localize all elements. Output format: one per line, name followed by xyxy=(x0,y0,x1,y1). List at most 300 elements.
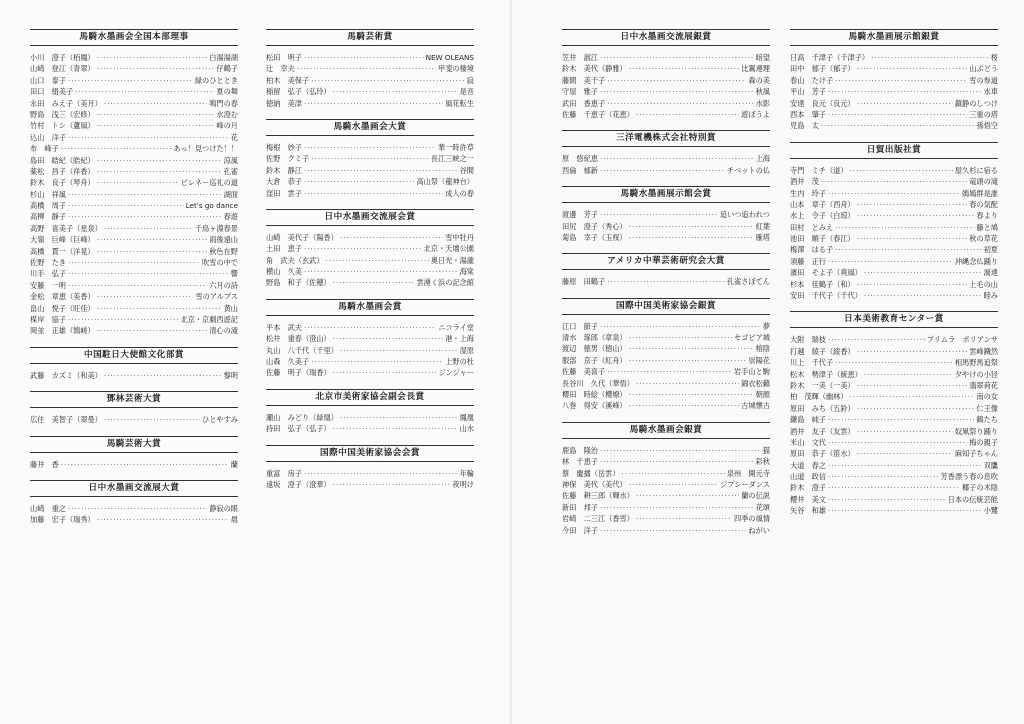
work-title: 崇陽花 xyxy=(748,355,770,365)
award-entry xyxy=(266,232,474,243)
work-title: 翡翠荷花 xyxy=(969,380,998,390)
award-entry xyxy=(30,246,238,257)
award-entry xyxy=(790,279,998,290)
award-entry xyxy=(790,120,998,131)
dot-leader xyxy=(297,63,436,74)
award-section xyxy=(30,480,238,526)
dot-leader xyxy=(68,200,184,211)
entrant-name: 岡並 正雄（鵠嵯） xyxy=(30,326,95,336)
dot-leader xyxy=(68,132,229,143)
dot-leader xyxy=(104,370,222,381)
award-entry xyxy=(30,314,238,325)
entrant-name: 鈴木 良子（琴舟） xyxy=(30,178,95,188)
dot-leader xyxy=(304,322,436,333)
award-entry xyxy=(790,369,998,380)
award-entry xyxy=(790,460,998,471)
dot-leader xyxy=(828,471,939,482)
entrant-name: 鈴木 澄子 xyxy=(790,483,826,493)
work-title: 三重の塔 xyxy=(969,109,998,119)
dot-leader xyxy=(835,244,981,255)
dot-leader xyxy=(311,75,465,86)
dot-leader xyxy=(311,153,429,164)
award-title: 北京市美術家協会副会長賞 xyxy=(266,389,474,406)
entrant-name: 日高 千津子（千津子） xyxy=(790,52,870,62)
award-section xyxy=(790,29,998,132)
work-title: 初夏 xyxy=(983,245,998,255)
dot-leader xyxy=(864,290,982,301)
award-entry xyxy=(30,325,238,336)
dot-leader xyxy=(636,490,739,501)
dot-leader xyxy=(600,52,754,63)
dot-leader xyxy=(304,468,458,479)
entrant-name: 野島 浅三（宏修） xyxy=(30,109,95,119)
dot-leader xyxy=(68,280,207,291)
dot-leader xyxy=(607,98,753,109)
entrant-name: 鈴木 静江 xyxy=(266,165,302,175)
entrant-name: 山森 久美子 xyxy=(266,357,310,367)
award-section xyxy=(266,119,474,199)
award-entry xyxy=(562,98,770,109)
work-title: 谷間 xyxy=(459,165,474,175)
award-section xyxy=(790,311,998,516)
entrant-name: 守屋 雅子 xyxy=(562,87,598,97)
work-title: 山水 xyxy=(459,424,474,434)
entrant-name: 松井 重春（澄山） xyxy=(266,334,331,344)
work-title: 屋久杉に宿る xyxy=(954,165,998,175)
award-entry xyxy=(266,176,474,187)
award-entry xyxy=(790,334,998,345)
entrant-name: 須藤 正行 xyxy=(790,256,826,266)
dot-leader xyxy=(857,448,953,459)
work-title: 上毛の山 xyxy=(969,279,998,289)
work-title: 藤と鳩 xyxy=(976,222,998,232)
work-title: 年輪 xyxy=(459,468,474,478)
award-entry xyxy=(30,75,238,86)
entrant-name: 加藤 宏子（瑞秀） xyxy=(30,515,95,525)
award-entry xyxy=(562,456,770,467)
left-page-column-1 xyxy=(30,29,238,526)
work-title: 猫 xyxy=(762,445,770,455)
entrant-name: 矢谷 和雄 xyxy=(790,506,826,516)
dot-leader xyxy=(828,188,960,199)
work-title: ジンジャー xyxy=(438,368,474,378)
award-section xyxy=(562,130,770,176)
entrant-name: 楳岸 協子 xyxy=(30,314,66,324)
award-entry xyxy=(790,346,998,357)
award-entry xyxy=(30,514,238,525)
award-section xyxy=(790,142,998,302)
entrant-name: 柏木 美保子 xyxy=(266,75,310,85)
dot-leader xyxy=(97,166,222,177)
entrant-name: 酒井 友子（友雲） xyxy=(790,426,855,436)
award-entry xyxy=(30,120,238,131)
entrant-name: 藤間 美千子 xyxy=(562,75,606,85)
work-title: 響 xyxy=(230,269,238,279)
entrant-name: 安田 千代子（千代） xyxy=(790,291,862,301)
right-page-column-2 xyxy=(790,29,998,517)
award-entry xyxy=(562,332,770,343)
dot-leader xyxy=(333,277,415,288)
work-title: 是音 xyxy=(459,87,474,97)
dot-leader xyxy=(629,343,754,354)
dot-leader xyxy=(857,199,968,210)
dot-leader xyxy=(835,222,974,233)
award-entry xyxy=(562,445,770,456)
entrant-name: 佐藤 耕三郎（輝水） xyxy=(562,491,634,501)
entrant-name: 丸山 八千代（千里） xyxy=(266,345,338,355)
award-entry xyxy=(790,290,998,301)
dot-leader xyxy=(828,482,960,493)
award-entry xyxy=(266,266,474,277)
award-entry xyxy=(562,502,770,513)
entrant-name: 込山 洋子 xyxy=(30,132,66,142)
award-title: 馬騎水墨画会大賞 xyxy=(266,119,474,136)
award-title: 日中水墨画交流展会賞 xyxy=(266,209,474,226)
entrant-name: 大附 瑞枝 xyxy=(790,335,826,345)
dot-leader xyxy=(68,503,207,514)
entrant-name: 田尻 澄子（秀心） xyxy=(562,221,627,231)
dot-leader xyxy=(857,98,953,109)
dot-leader xyxy=(97,234,208,245)
award-entry xyxy=(562,276,770,287)
work-title: 春遊 xyxy=(223,212,238,222)
dot-leader xyxy=(75,86,214,97)
award-entry xyxy=(266,356,474,367)
work-title: 小鷺 xyxy=(983,506,998,516)
work-title: 高山祭（龍神台） xyxy=(416,177,474,187)
work-title: 雲峰鐵然 xyxy=(969,346,998,356)
dot-leader xyxy=(304,165,458,176)
work-title: 孔雀さぼてん xyxy=(726,277,770,287)
dot-leader xyxy=(97,155,222,166)
award-entry xyxy=(562,513,770,524)
work-title: 鳳凰 xyxy=(459,412,474,422)
dot-leader xyxy=(68,314,179,325)
award-title: 馬騎水墨画会銀賞 xyxy=(562,422,770,439)
work-title: 港・上海 xyxy=(445,334,474,344)
work-title: 蘭 xyxy=(230,459,238,469)
entrant-name: 高柳 靜子 xyxy=(30,212,66,222)
work-title: 双鷹 xyxy=(983,460,998,470)
entrant-name: 林 千恵子 xyxy=(562,457,598,467)
dot-leader xyxy=(821,176,967,187)
entrant-name: 今田 洋子 xyxy=(562,525,598,535)
award-entry xyxy=(266,98,474,109)
award-entry xyxy=(790,244,998,255)
award-entry xyxy=(30,63,238,74)
dot-leader xyxy=(857,403,975,414)
award-entry xyxy=(30,132,238,143)
dot-leader xyxy=(857,426,953,437)
entrant-name: 稲留 弘子（弘玲） xyxy=(266,87,331,97)
award-entry xyxy=(562,343,770,354)
award-section xyxy=(30,347,238,381)
work-title: 水澄む xyxy=(216,109,238,119)
work-title: 沖縄念仏踊り xyxy=(954,256,998,266)
entrant-name: 山崎 重之 xyxy=(30,503,66,513)
award-entry xyxy=(562,490,770,501)
work-title: 春の気配 xyxy=(969,199,998,209)
work-title: 吹雪の中で xyxy=(202,258,238,268)
dot-leader xyxy=(600,445,761,456)
award-title: 馬騎水墨画展示館会賞 xyxy=(562,186,770,203)
entrant-name: 横山 久美 xyxy=(266,267,302,277)
work-title: 比翼連理 xyxy=(741,64,770,74)
work-title: 梅の親子 xyxy=(969,437,998,447)
dot-leader xyxy=(636,378,739,389)
award-entry xyxy=(266,165,474,176)
entrant-name: 竹村 トシ（蘆風） xyxy=(30,121,95,131)
entrant-name: 野島 和子（佐穂） xyxy=(266,278,331,288)
award-section xyxy=(562,298,770,412)
award-entry xyxy=(790,391,998,402)
award-entry xyxy=(266,468,474,479)
entrant-name: 田村 とみえ xyxy=(790,222,834,232)
award-section xyxy=(266,445,474,491)
work-title: 芳香漂う春の息吹 xyxy=(940,472,998,482)
entrant-name: 柏 茂輝（幽林） xyxy=(790,392,848,402)
entrant-name: 酒井 茂 xyxy=(790,177,819,187)
award-entry xyxy=(790,98,998,109)
dot-leader xyxy=(622,468,725,479)
award-section xyxy=(266,299,474,379)
entrant-name: 菊島 幸子（玉桜） xyxy=(562,232,627,242)
entrant-name: 松木 勢津子（統恵） xyxy=(790,369,862,379)
dot-leader xyxy=(857,63,968,74)
entrant-name: 川上 千代子 xyxy=(790,358,834,368)
award-entry xyxy=(790,448,998,459)
entrant-name: 櫻井 美文 xyxy=(790,494,826,504)
entrant-name: 春山 たけ子 xyxy=(790,75,834,85)
award-entry xyxy=(562,355,770,366)
dot-leader xyxy=(828,437,967,448)
entrant-name: 渡辺 徳男（徳山） xyxy=(562,344,627,354)
dot-leader xyxy=(333,423,458,434)
award-entry xyxy=(266,423,474,434)
entrant-name: 西倫 郁新 xyxy=(562,165,598,175)
dot-leader xyxy=(857,210,975,221)
entrant-name: 杉山 祥風 xyxy=(30,189,66,199)
work-title: 睦み xyxy=(983,291,998,301)
award-section xyxy=(30,391,238,425)
award-entry xyxy=(790,165,998,176)
entrant-name: 山崎 登江（青翠） xyxy=(30,64,95,74)
entrant-name: 遠坂 澄子（澄華） xyxy=(266,479,331,489)
dot-leader xyxy=(61,459,229,470)
entrant-name: 佐藤 千恵子（花恵） xyxy=(562,109,634,119)
entrant-name: 米山 文代 xyxy=(790,437,826,447)
dot-leader xyxy=(97,120,215,131)
work-title: 遊ぼうよ xyxy=(741,109,770,119)
entrant-name: 蔡 慶播（岳雲） xyxy=(562,468,620,478)
work-title: 雁塔 xyxy=(755,232,770,242)
award-entry xyxy=(790,483,998,494)
work-title: 晨 xyxy=(230,515,238,525)
entrant-name: 鈴木 美代（静雅） xyxy=(562,64,627,74)
work-title: 紅葉 xyxy=(755,221,770,231)
entrant-name: 長谷川 久代（華悟） xyxy=(562,378,634,388)
right-page-column-1 xyxy=(562,29,770,536)
award-section xyxy=(266,29,474,109)
dot-leader xyxy=(607,75,746,86)
dot-leader xyxy=(304,243,422,254)
work-title: 湖面 xyxy=(223,189,238,199)
dot-leader xyxy=(629,389,754,400)
work-title: 椰子の木陰 xyxy=(962,483,998,493)
work-title: 嫣嫣群是誰 xyxy=(962,188,998,198)
work-title: 白湯湯湖 xyxy=(209,52,238,62)
dot-leader xyxy=(636,109,739,120)
left-page-column-2 xyxy=(266,29,474,490)
award-entry xyxy=(30,503,238,514)
award-entry xyxy=(266,142,474,153)
dot-leader xyxy=(311,356,443,367)
dot-leader xyxy=(629,332,732,343)
entrant-name: 金松 章恵（美香） xyxy=(30,292,95,302)
work-title: 錦衣松籟 xyxy=(741,378,770,388)
award-entry xyxy=(790,199,998,210)
dot-leader xyxy=(600,525,746,536)
dot-leader xyxy=(607,276,725,287)
work-title: 夜明け xyxy=(452,479,474,489)
work-title: 岩手山と駒 xyxy=(734,367,770,377)
entrant-name: 池田 順子（春江） xyxy=(790,234,855,244)
dot-leader xyxy=(828,494,946,505)
award-entry xyxy=(266,75,474,86)
award-title: 馬騎芸術賞 xyxy=(266,29,474,46)
award-entry xyxy=(266,86,474,97)
work-title: 竜頭の滝 xyxy=(969,177,998,187)
work-title: 緑のひととき xyxy=(194,75,238,85)
work-title: 黄山 xyxy=(223,303,238,313)
award-entry xyxy=(30,268,238,279)
entrant-name: 安達 良元（良元） xyxy=(790,98,855,108)
work-title: 秋の草花 xyxy=(969,234,998,244)
dot-leader xyxy=(828,460,982,471)
dot-leader xyxy=(828,505,982,516)
work-title: 四季の風情 xyxy=(734,514,770,524)
award-entry xyxy=(30,223,238,234)
dot-leader xyxy=(850,391,975,402)
award-section xyxy=(266,209,474,289)
work-title: プリムラ ポリアンサ xyxy=(926,335,998,345)
award-entry xyxy=(790,210,998,221)
entrant-name: 安藤 一明 xyxy=(30,280,66,290)
award-section xyxy=(266,389,474,435)
dot-leader xyxy=(629,63,740,74)
entrant-name: 田口 絹美子 xyxy=(30,87,74,97)
work-title: 寂 xyxy=(466,75,474,85)
entrant-name: 持田 弘子（弘子） xyxy=(266,424,331,434)
work-title: ねがい xyxy=(748,525,770,535)
award-entry xyxy=(790,109,998,120)
work-title: セゴビア城 xyxy=(734,333,770,343)
award-entry xyxy=(790,222,998,233)
award-entry xyxy=(790,505,998,516)
dot-leader xyxy=(871,52,989,63)
work-title: 秋風 xyxy=(755,87,770,97)
dot-leader xyxy=(97,514,229,525)
dot-leader xyxy=(857,279,968,290)
award-entry xyxy=(266,479,474,490)
work-title: 清心の滝 xyxy=(209,326,238,336)
entrant-name: 藤井 香 xyxy=(30,459,59,469)
work-title: 彩秋 xyxy=(755,457,770,467)
entrant-name: 佐藤 美喜子 xyxy=(562,367,606,377)
work-title: あっ！見つけた！！ xyxy=(173,144,238,154)
award-entry xyxy=(562,75,770,86)
award-title: 国際中国美術家協会銀賞 xyxy=(562,298,770,315)
dot-leader xyxy=(304,188,443,199)
dot-leader xyxy=(68,257,200,268)
dot-leader xyxy=(333,333,444,344)
entrant-name: 清水 琢郎（章泉） xyxy=(562,333,627,343)
entrant-name: 打越 綾子（綾香） xyxy=(790,346,855,356)
entrant-name: 児島 太 xyxy=(790,121,819,131)
award-title: 国際中国美術家協会会賞 xyxy=(266,445,474,462)
award-entry xyxy=(790,380,998,391)
work-title: 春より xyxy=(976,211,998,221)
award-entry xyxy=(790,176,998,187)
entrant-name: 広住 美智子（翠曼） xyxy=(30,415,102,425)
award-entry xyxy=(266,52,474,63)
work-title: チベットの仏 xyxy=(726,165,770,175)
entrant-name: 江口 節子 xyxy=(562,321,598,331)
award-entry xyxy=(266,367,474,378)
dot-leader xyxy=(600,209,718,220)
award-entry xyxy=(790,75,998,86)
award-entry xyxy=(266,333,474,344)
work-title: 六月の詩 xyxy=(209,280,238,290)
work-title: 水車 xyxy=(983,87,998,97)
dot-leader xyxy=(326,255,429,266)
award-title: 日中水墨画交流展大賞 xyxy=(30,480,238,497)
award-entry xyxy=(562,400,770,411)
work-title: 鎮静のしつけ xyxy=(954,98,998,108)
award-entry xyxy=(30,98,238,109)
work-title: 仁王像 xyxy=(976,403,998,413)
award-entry xyxy=(790,437,998,448)
work-title: 暗望 xyxy=(755,52,770,62)
dot-leader xyxy=(340,232,443,243)
entrant-name: 小川 澄子（栢鳳） xyxy=(30,52,95,62)
entrant-name: 薬松 昌子（祥香） xyxy=(30,166,95,176)
award-title: 三洋電機株式会社特別賞 xyxy=(562,130,770,147)
entrant-name: 佐野 たき xyxy=(30,258,66,268)
work-title: 雨後遠山 xyxy=(209,235,238,245)
dot-leader xyxy=(333,367,437,378)
work-title: 南の女 xyxy=(976,392,998,402)
award-entry xyxy=(562,153,770,164)
award-title: 馬騎芸術大賞 xyxy=(30,436,238,453)
dot-leader xyxy=(835,357,953,368)
work-title: 森の美 xyxy=(748,75,770,85)
award-entry xyxy=(562,321,770,332)
dot-leader xyxy=(304,176,415,187)
entrant-name: 渡邊 芳子 xyxy=(562,210,598,220)
work-title: 夢 xyxy=(762,321,770,331)
entrant-name: 高野 喜美子（星泉） xyxy=(30,223,102,233)
award-section xyxy=(562,422,770,536)
entrant-name: 大嶺 巨峰（巨峰） xyxy=(30,235,95,245)
dot-leader xyxy=(629,221,754,232)
work-title: 雪の参道 xyxy=(969,75,998,85)
award-title: 日貿出版社賞 xyxy=(790,142,998,159)
award-entry xyxy=(30,86,238,97)
entrant-name: 八巻 得安（溪峰） xyxy=(562,401,627,411)
dot-leader xyxy=(821,120,975,131)
entrant-name: 梅澤 はる子 xyxy=(790,245,834,255)
